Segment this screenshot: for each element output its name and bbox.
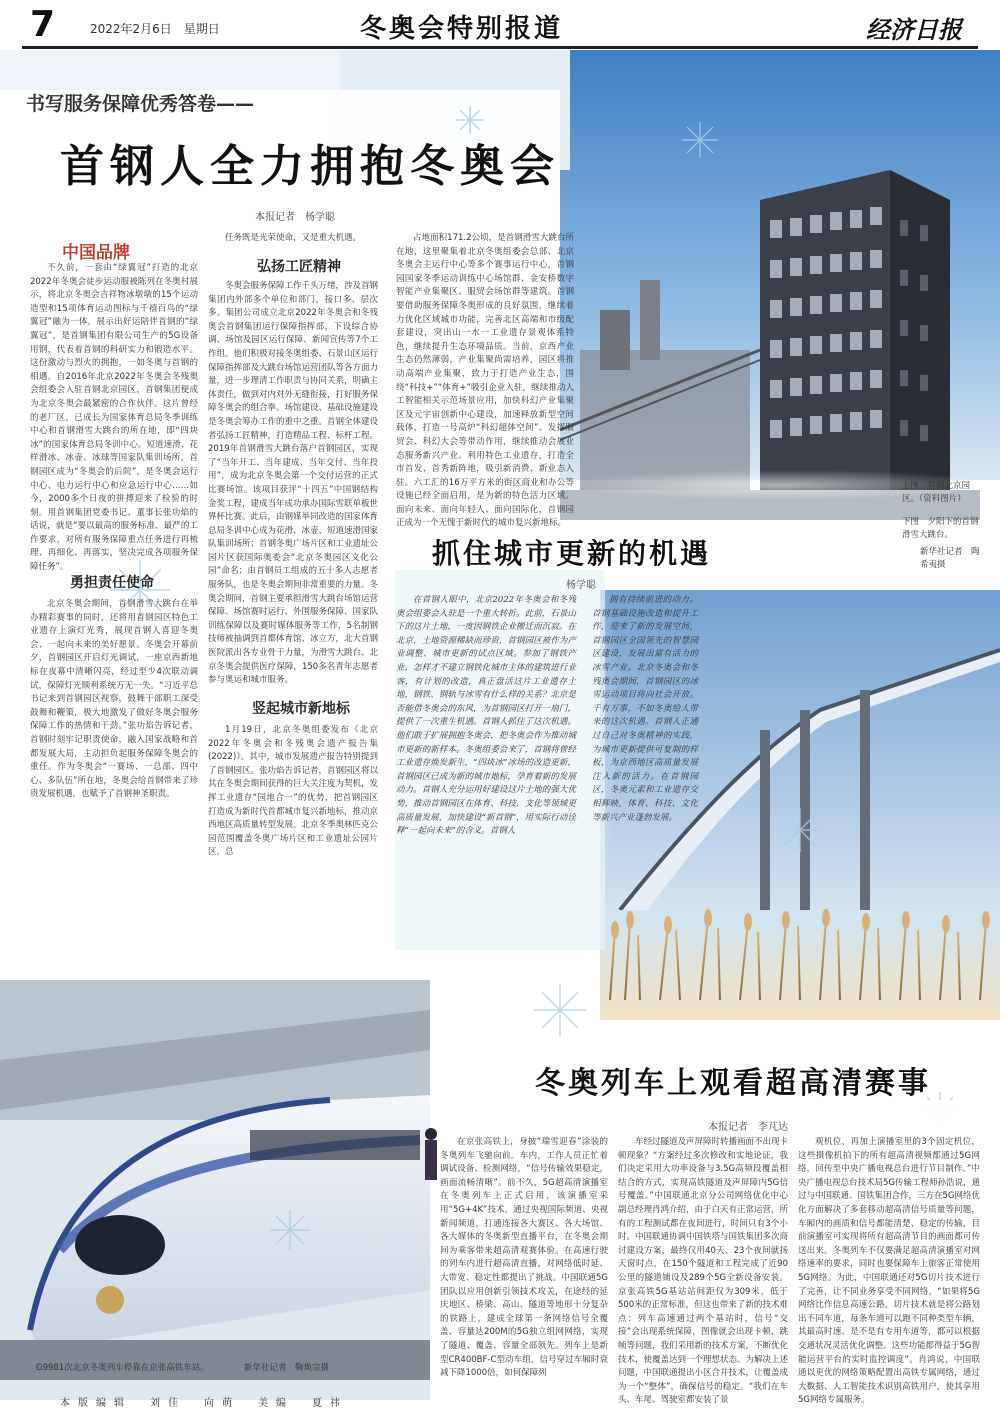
article1-col2c-text: 1月19日，北京冬奥组委发布《北京2022年冬奥会和冬残奥会遗产报告集(2022)》。其中，城市发展遗产报告特别提到了首钢园区。张功焰告诉记者，首钢园区将以其在冬奥会期间获得的巨大关注度为契机，发挥工业遗存“园地合一”的优势，把首钢园区打造成为新时代首都城市复兴新地标，推动京西地区高质量转型发展。北京冬季奥林匹克公园范围覆盖冬奥广场片区和工业遗址公园片区，总: [208, 725, 379, 858]
article3-headline: 冬奥列车上观看超高清赛事: [535, 1066, 931, 1101]
article1-column-2-top: [208, 232, 378, 248]
article3-column-3: [798, 1136, 980, 1406]
article1-subhead-duty: 勇担责任使命: [70, 575, 154, 591]
article1-column-2c: [208, 724, 378, 886]
article2-col2-text: 拥有持续前进的动力。首钢基础设施改造和提升工作，迎来了新的发展空间，首钢园区全国领先的智慧园区建设，发展出富有活力的冰雪产业。北京冬奥会和冬残奥会期间，首钢园区的冰雪运动项目将向社会开放。千有万事，不如冬奥给人带来的这次机遇。首钢人正通过自己对冬奥精神的实践，为城市更新提供可复制的样板，为京西地区高质量发展注入新的活力。在首钢园区，冬奥元素和工业遗存交相辉映，体育、科技、文化等新兴产业蓬勃发展。: [592, 595, 698, 823]
train-photo-caption: G9981次北京冬奥列车停靠在京张高铁车站。: [36, 1363, 209, 1373]
photo-caption-top: 上图 首钢北京园区。（资料图片）: [902, 481, 971, 504]
page-header: [0, 0, 1000, 48]
article2-byline: 杨学聪: [566, 580, 596, 591]
article1-col1b-text: 北京冬奥会期间，首钢滑雪大跳台在举办精彩赛事的同时，还将用首钢园区特色工业遗存上演灯光秀，展现首钢人喜迎冬奥会、一起向未来的美好愿景。冬奥会开幕前夕，首钢园区开启灯光调试，一座京西新地标在夜幕中清晰闪亮，经过至少4次联动调试，保障灯光顺利系统万无一失。“习近平总书记来到首钢园区视察，鼓舞干部职工深受鼓舞和鞭策，极大地激发了做好冬奥会服务保障工作的热情和干劲。”张功焰告诉记者，首钢时刻牢记职责使命，融入国家战略和首都发展大局，主动担负起服务保障冬奥会的重任。作为冬奥会“一赛场、一总部、四中心、多队伍”所在地，冬奥会给首钢带来了珍贵发展机遇，也赋予了首钢神圣职责。: [30, 599, 198, 800]
article1-byline: 本报记者 杨学聪: [255, 212, 335, 223]
page-number: 7: [30, 4, 56, 45]
article1-col3-text: 占地面积171.2公顷，是首钢滑雪大跳台所在地，这里聚集着北京冬奥组委会总部、北京冬奥会主运行中心等多个赛事运行中心，首钢园国家冬季运动训练中心场馆群、金安桥数字智能产业集聚区、服贸会场馆群等建筑。首钢要借助服务保障冬奥形成的良好氛围，继续着力优化区域城市功能，完善北区高端和市级配套建设，突出山一水一工业遗存景观体系特色，继续提升生态环境品质。当前，京西产业生态仍然薄弱，产业集聚尚需培养，园区将推动高端产业集聚，致力于打造产业生态，围绕“科技+”“体育+”吸引企业入驻，继续推动人工智能相关示范场景应用，加快科幻产业集聚区及元宇宙创新中心建设，加速释放新型空间载体，打造一号高炉“科幻超体空间”。发挥服贸会、科幻大会等带动作用，继续推动会展业态服务新兴产业。利用特色工业遗存，打造全市首发、首秀新阵地，吸引新消费、新业态入驻。六工汇的16万平方米的街区商业和办公等设施已经全面启用，是为新的特色活力区域。面向未来、面向年轻人、面向国际化，首钢园正成为一个无愧于新时代的城市复兴新地标。: [396, 233, 574, 529]
article3-byline: 本报记者 李芃达: [708, 1122, 788, 1133]
article1-subhead-craft: 弘扬工匠精神: [257, 259, 341, 275]
photo-caption-bottom: 下图 夕阳下的首钢滑雪大跳台。: [902, 517, 979, 540]
article1-subhead-brand: 中国品牌: [62, 243, 130, 263]
newspaper-masthead: 经济日报: [866, 15, 962, 44]
photo-credit: 新华社记者 陶希夷摄: [920, 547, 980, 570]
article3-col1-text: 在京张高铁上，身披“瑞雪迎春”涂装的冬奥列车飞驰向前。车内，工作人员正忙着调试设备、检测网络，“信号传输效果稳定，画面流畅清晰”。前不久，5G超高清演播室在冬奥列车上正式启用，该演播室采用“5G+4K”技术，通过央视国际频道、央视新闻频道，打通连接各大赛区、各大场馆、各大媒体的冬奥新型直播平台，在冬奥会期间为乘客带来超高清观赛体验。在高速行驶的列车内进行超高清直播，对网络低时延、大带宽、稳定性都提出了挑战。中国联通5G团队以应用创新引领技术攻关，在途经的延庆地区、桥梁、高山、隧道等地形十分复杂的铁路上，建成全球第一条网络信号全覆盖、容量达200M的5G独立组网网络，实现了隧道、覆盖、容量全部领先。列车上是新型CR400BF-C型动车组，信号穿过车厢时衰减下降1000倍，如何保障列: [440, 1137, 608, 1379]
article1-subhead-urban: 竖起城市新地标: [252, 701, 350, 717]
article3-col3-text: 观机位，再加上演播室里的3个固定机位，这些摄像机拍下的所有超高清视频都通过5G网络，回传至中央广播电视总台进行节目制作。”中央广播电视总台技术局5G传输工程师孙浩说，通过与中国联通、国铁集团合作，三方在5G网络优化方面解决了多套移动超高清信号质量等问题，车厢内的画质和信号都能清楚、稳定的传输，目前演播室可实现将所有超高清节目的画面都可传送出来。冬奥列车不仅要满足超高清演播室对网络速率的要求，同时也要保障车上旅客正常使用5G网络。为此，中国联通还对5G切片技术进行了完善，让不同业务享受不同网络，“如果将5G网络比作信息高速公路，切片技术就是将公路划出不同车道，每条车道可以跑不同种类型车辆，其最高时速、是不是有专用车道等，都可以根据交通状况灵活优化调整。这些功能都得益于5G智能运营平台的实时监控调度”。肖鸿说，中国联通以更优的网络策略配置出高铁专属网络，通过大数据、人工智能技术识别高铁用户，使其享用5G网络专属服务。: [798, 1137, 980, 1406]
article1-column-2: [208, 280, 378, 690]
article1-kicker: 书写服务保障优秀答卷——: [26, 93, 255, 115]
article2-col1-text: 在首钢人眼中，北京2022年冬奥会和冬残奥会组委会入驻是一个重大转折。此前，石景山下的这片土地，一度因钢铁企业搬迁而沉寂。在北京，土地资源稀缺而珍贵，首钢园区被作为产业调整、城市更新的试点区域。参加了钢铁产业，怎样才不建立钢铁化城市主体的建筑进行业客，有计划的改造，真正盘活这片工业遗存土地，钢铁、钢轨与冰雪有什么样的关系？北京是否能借冬奥会的东风，为首钢园区打开一扇门，提供了一次重生机遇。首钢人抓住了这次机遇。他们敢于扩展拥抱冬奥会，把冬奥会作为推动城市更新的新样本。冬奥组委会来了，首钢将曾经工业遗存焕发新生，“四块冰”冰场的改造更新，首钢园区已成为新的城市地标，孕育着新的发展动力。首钢人充分运用好建设这片土地的强大优势，推动首钢园区在体育、科技、文化等领域更高质量发展，加快建设“新首钢”，用实际行动诠释“一起向未来”的含义。首钢人: [396, 595, 576, 837]
article1-column-3: [396, 232, 574, 529]
article1-column-1: [30, 262, 198, 573]
article1-column-1b: [30, 598, 198, 880]
article1-col1-text: 不久前，一套由“绿翼冠”打造的北京2022年冬奥会徒步运动服被陈列在冬奥村展示，将北京冬奥会吉祥物冰墩墩的15个运动造型和15项体育运动图标与千禧百鸟的“绿翼冠”融为一体，展示出好运陪伴首钢的“绿翼冠”，是首钢集团有限公司生产的5G设备用钢，代表着首钢的科研实力和锻造水平。这份激动与烈火的拥抱，一如冬奥与首钢的相遇。自2016年北京2022年冬奥会冬残奥会组委会入驻首钢北京园区，首钢集团便成为北京冬奥会最紧密的合作伙伴。这片曾经的老厂区，已成长为国家体育总局冬季训练中心和首钢滑雪大跳台的所在地，即“四块冰”的国家体育总局冬训中心。短道速滑、花样滑冰、冰壶、冰球等国家队集训场所，首钢园区成为“冬奥会的后院”，是冬奥会运行中心、电力运行中心和应急运行中心……如今，2000多个日夜的拼搏迎来了检验的时刻。用首钢集团党委书记、董事长张功焰的话说，就是“要以最高的服务标准、最严的工作要求，对所有服务保障重点任务进行再梳理、再细化、再落实，坚决完成各项服务保障任务”。: [30, 263, 198, 573]
section-title: 冬奥会特别报道: [360, 14, 564, 44]
train-photo-credit: 新华社记者 鞠焕宗摄: [244, 1363, 330, 1373]
article1-headline: 首钢人全力拥抱冬奥会: [60, 141, 560, 192]
article1-col2b-text: 冬奥会服务保障工作千头万绪，涉及首钢集团内外部多个单位和部门，接口多、层次多。集团公司成立北京2022年冬奥会和冬残奥会首钢集团运行保障指挥部，下设综合协调、场馆及园区运行保障、新闻宣传等7个工作组。他们积极对接冬奥组委、石景山区运行保障指挥部及大跳台场馆运营团队等各方面力量，进一步理清工作职责与协同关系，明确主体责任，做到对内对外无缝衔接，打好服务保障冬奥会的组合拳。场馆建设、基础设施建设是冬奥会筹办工作的重中之重。首钢全体建设者弘扬工匠精神，打造精品工程、标杆工程。2019年首钢滑雪大跳台落户首钢园区，实现了“当年开工、当年建成、当年交付、当年投用”，成为北京冬奥会第一个交付运营的正式比赛场馆。该项目获评“十四五”中国钢结构金奖工程，建成当年成功承办国际雪联单板世界杯比赛。此后，由钢媒举同改造的国家体育总局冬训中心成为花滑、冰壶、短道速滑国家队集训场所；首钢冬奥广场片区和工业遗址公园片区获国际奥委会“北京冬奥园区文化公园”命名；由首钢员工组成的五十多人志愿者服务队，也是冬奥会期间非常重要的力量。冬奥会期间，首钢主要承担滑雪大跳台场馆运营保障、场馆赛时运行、外围服务保障、国家队训练保障以及赛时媒体服务等工作，5名制钢技师被抽调到首都体育馆、冰立方，北大首钢医院派出各专业骨干力量，为滑雪大跳台、北京冬奥会提供医疗保障，150多名青年志愿者参与奥运和城市服务。: [208, 281, 379, 686]
page-footer-editors: 本版编辑 刘佳 向萌 美编 夏祎: [60, 1398, 348, 1409]
article2-headline: 抓住城市更新的机遇: [432, 537, 712, 570]
page-date: 2022年2月6日 星期日: [90, 22, 220, 36]
article1-col2-text: 任务既是光荣使命，又是重大机遇。: [225, 233, 362, 243]
article2-column-2: [592, 594, 698, 830]
article3-column-2: [618, 1136, 789, 1406]
article2-column-1: [396, 594, 576, 880]
article3-column-1: [440, 1136, 608, 1394]
article3-col2-text: 车经过隧道及声屏障时转播画面不出现卡顿现象？“方案经过多次修改和实地论证，我们决定采用大功率设备与3.5G高频段覆盖相结合的方式，实现高铁隧道及声屏障内5G信号覆盖。”中国联通北京分公司网络优化中心副总经理肖鸿介绍，由于白天有正常运营，所有的工程测试都在夜间进行，时间只有3个小时。中国联通协调中国铁塔与国铁集团多次商讨建设方案，最终仅用40天、23个夜间就扬天窗时点，在150个隧道和工程完成了近90公里的隧道铺设及289个5G全新设备安装。京张高铁5G基站站间距仅为309米，低于500米的正常标准，但这也带来了新的技术难点：列车高速通过两个基站时，信号“交接”会出现系统保障，图像就会出现卡顿、跳帧等问题，我们采用新的技术方案，不断优化技术，使覆盖达到一个理想状态。为解决上述问题，中国联通提出小区合并技术，让覆盖成为一个“整体”，确保信号的稳定。“我们在车头、车尾、驾驶室都安装了景: [618, 1137, 789, 1406]
header-rule: [22, 46, 978, 49]
